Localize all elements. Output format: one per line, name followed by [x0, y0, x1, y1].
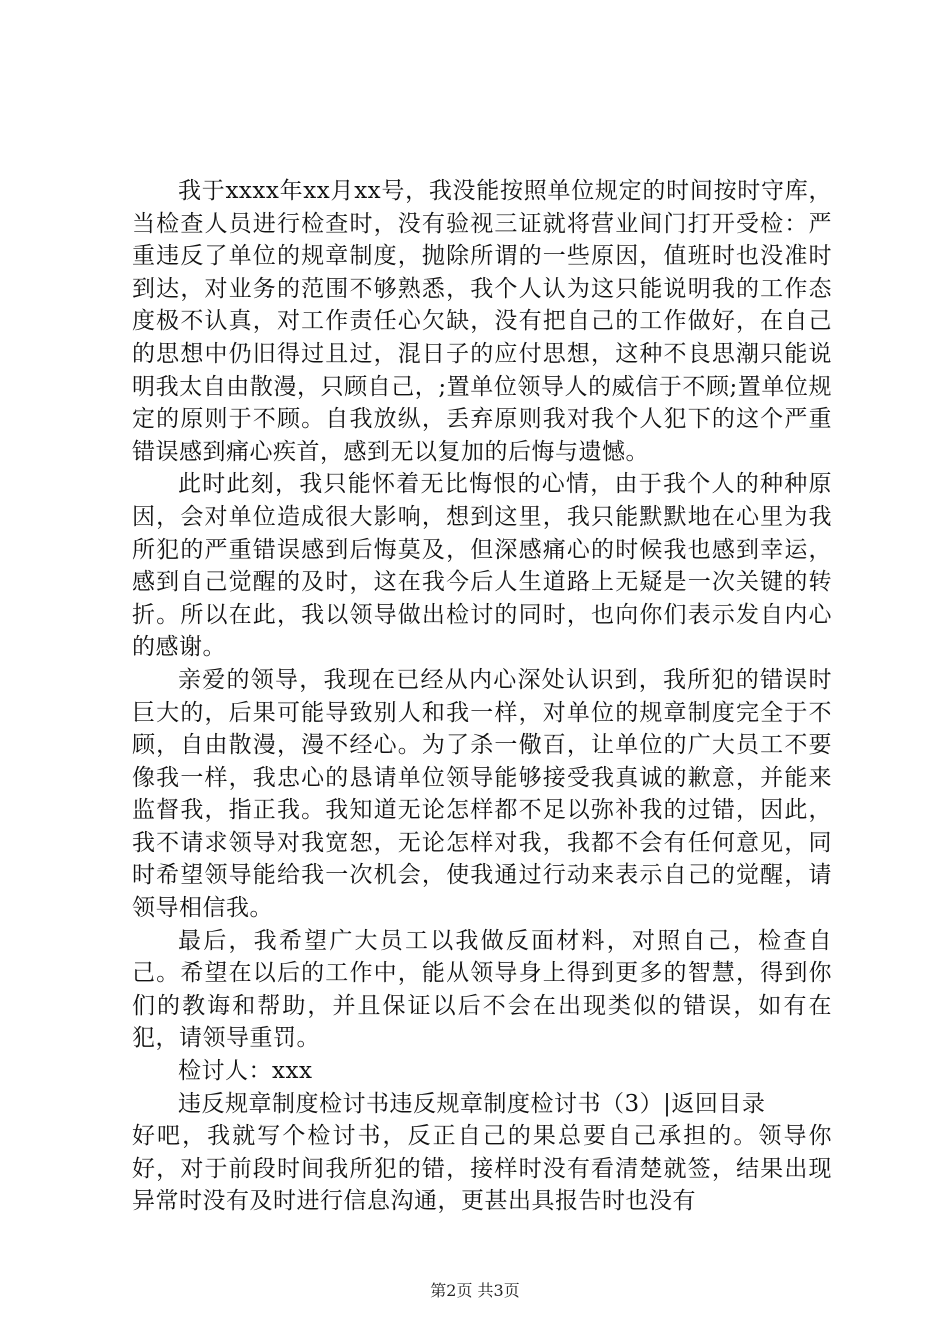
- paragraph-conclusion: 最后，我希望广大员工以我做反面材料，对照自己，检查自己。希望在以后的工作中，能从领导身上得到更多的智慧，得到你们的教诲和帮助，并且保证以后不会在出现类似的错误，如有在犯，请领导重罚。: [132, 927, 832, 1052]
- section-heading-link[interactable]: 违反规章制度检讨书违反规章制度检讨书（3）|返回目录: [178, 1090, 766, 1117]
- paragraph-continuation: 好吧，我就写个检讨书，反正自己的果总要自己承担的。领导你好，对于前段时间我所犯的错，接样时没有看清楚就签，结果出现异常时没有及时进行信息沟通，更甚出具报告时也没有: [132, 1123, 832, 1215]
- paragraph-remorse: 此时此刻，我只能怀着无比悔恨的心情，由于我个人的种种原因，会对单位造成很大影响，想到这里，我只能默默地在心里为我所犯的严重错误感到后悔莫及，但深感痛心的时候我也感到幸运，感到自己觉醒的及时，这在我今后人生道路上无疑是一次关键的转折。所以在此，我以领导做出检讨的同时，也向你们表示发自内心的感谢。: [132, 471, 832, 661]
- paragraph-incident: 我于xxxx年xx月xx号，我没能按照单位规定的时间按时守库，当检查人员进行检查时，没有验视三证就将营业间门打开受检：严重违反了单位的规章制度，抛除所谓的一些原因，值班时也没准时到达，对业务的范围不够熟悉，我个人认为这只能说明我的工作态度极不认真，对工作责任心欠缺，没有把自己的工作做好，在自己的思想中仍旧得过且过，混日子的应付思想，这种不良思潮只能说明我太自由散漫，只顾自己，;置单位领导人的威信于不顾;置单位规定的原则于不顾。自我放纵，丢弃原则我对我个人犯下的这个严重错误感到痛心疾首，感到无以复加的后悔与遗憾。: [132, 178, 832, 465]
- document-body: [132, 175, 832, 1218]
- paragraph-apology: 亲爱的领导，我现在已经从内心深处认识到，我所犯的错误时巨大的，后果可能导致别人和我一样，对单位的规章制度完全于不顾，自由散漫，漫不经心。为了杀一儆百，让单位的广大员工不要像我一样，我忠心的恳请单位领导能够接受我真诚的歉意，并能来监督我，指正我。我知道无论怎样都不足以弥补我的过错，因此，我不请求领导对我宽恕，无论怎样对我，我都不会有任何意见，同时希望领导能给我一次机会，使我通过行动来表示自己的觉醒，请领导相信我。: [132, 666, 832, 922]
- signature-line: 检讨人：xxx: [178, 1058, 313, 1085]
- page-number-footer: 第2页 共3页: [430, 1281, 520, 1300]
